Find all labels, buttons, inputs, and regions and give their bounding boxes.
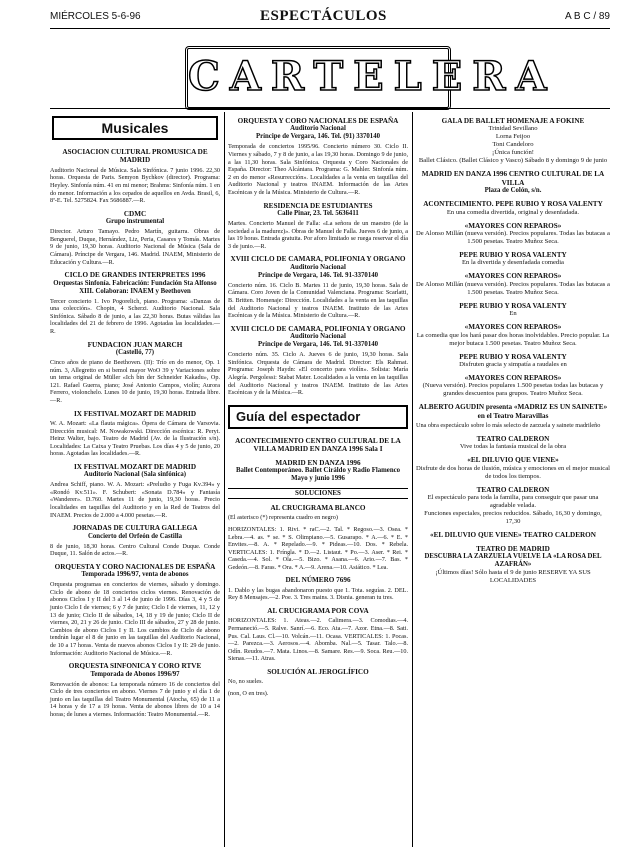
listing [50, 662, 220, 718]
listing-text: W. A. Mozart: «La flauta mágica». Ópera de Cámara de Varsovia. Dirección musical: M. Nowakowski. Dirección escénica: R. Peryt. Heinz Walter, bajo. Teatro de Madrid (Av. de la Ilustración s/n). Localidades: La Caixa y Teatro Pruebas. Los días 4 y 5 de junio, 20 horas. Agotadas las localidades.—R. [50, 419, 220, 458]
header-section: ESPECTÁCULOS [260, 8, 387, 24]
listing-line: ¡Única función! [492, 149, 534, 157]
listing-text: Andrea Schiff, piano. W. A. Mozart: «Preludio y Fuga Kv.394» y «Rondó Kv.511». F. Schubert: «Sonata D.784» y Fantasía «Wanderer». D.760. Martes 11 de junio, 19,30 horas. Precio localidades en taquillas del Auditorio y en la Red de Teatros del INAEM. Precios de 2.000 a 4.000 pesetas.—R. [50, 481, 220, 519]
soluciones-title: SOLUCIONES [228, 488, 408, 499]
listing-heading: SOLUCIÓN AL JEROGLÍFICO [267, 668, 369, 677]
listing-text: Martes. Concierto Manuel de Falla: «La señora de un maestro (de la sociedad a la madurez)». Obras de Manuel de Falla. Jueves 6 de junio, a las 19 horas. Entrada gratuita. Por aforo limitado se ruega reservar el día 3 de junio.—R. [228, 219, 408, 250]
listing-heading: CICLO DE GRANDES INTERPRETES 1996 [64, 271, 206, 280]
listing-heading: ALBERTO AGUDIN presenta «MADRIZ ES UN SAINETE» en el Teatro Maravillas [418, 403, 608, 420]
listing-heading: IX FESTIVAL MOZART DE MADRID [73, 462, 197, 471]
listing-line: Lorna Feijoo [495, 133, 531, 141]
listing [228, 690, 408, 698]
column-divider [224, 112, 225, 847]
listing-text: No, no sueles. [228, 678, 264, 686]
listing-heading: AL CRUCIGRAMA POR COVA [267, 607, 369, 616]
listing-heading: ORQUESTA Y CORO NACIONALES DE ESPAÑA [237, 117, 399, 125]
listing-subheading: Calle Pinar, 23. Tel. 5636411 [277, 209, 359, 217]
listing-text: Concierto núm. 16. Ciclo B. Martes 11 de junio, 19,30 horas. Sala de Cámara. Coro Joven de la Comunidad Valenciana. Programa: Scarlatti, B. Britten. Homenaje: Dirección. Localidades a la venta en las taquillas del Auditorio Nacional y teatros INAEM. Instituto de las Artes Escénicas y de la Música. Ministerio de Cultura.—R. [228, 281, 408, 320]
listing-heading: IX FESTIVAL MOZART DE MADRID [73, 409, 197, 418]
listing-text: Disfruten gracia y simpatía a raudales en [459, 361, 567, 369]
listing-address: Príncipe de Vergara, 146. Tel. 91-3370140 [257, 271, 379, 279]
page-header [50, 8, 610, 28]
listing-text: (El asterisco (*) representa cuadro en negro) [228, 514, 338, 522]
listing-heading: JORNADAS DE CULTURA GALLEGA [72, 524, 198, 533]
listing-text: Temporada de conciertos 1995/96. Concierto número 30. Ciclo II. Viernes y sábado, 7 y 8 de junio, a las 19,30 horas. Domingo 9 de junio, a las 11,30 horas. Sala Sinfónica. Orquesta y Coro Nacionales de España. Director: Theo Alcántara. Programa: G. Mahler. Sinfonía núm. 2 en do menor «Resurrección». Localidades a la venta en taquillas del Auditorio Nacional y teatros INAEM. Información de las Artes Escénicas y de la Música. Ministerio de Cultura.—R. [228, 143, 408, 196]
banner-rule [50, 108, 610, 109]
listing [50, 271, 220, 335]
soluciones-list [228, 504, 408, 698]
listing-show-title: «MAYORES CON REPAROS» [464, 323, 562, 332]
listing-text: Tercer concierto 1. Ivo Pogorelich, piano. Programa: «Danzas de una colección». Chopin, 4 Scherzi. Auditorio Nacional. Sala Sinfónica. Sábado 8 de junio, a las 22,30 horas. Butas válidas las localidades del 21 de febrero de 1996. Agotadas las localidades.—R. [50, 297, 220, 335]
listing-note: Ballet Clásico. (Ballet Clásico y Vasco) Sábado 8 y domingo 9 de junio [418, 157, 608, 165]
listing [416, 486, 610, 540]
cartelera-banner [185, 46, 557, 110]
listing-show-title: «MAYORES CON REPAROS» [464, 374, 562, 383]
listing-heading: XVIII CICLO DE CAMARA, POLIFONIA Y ORGANO [230, 324, 406, 333]
listing-subheading: Temporada 1996/97, venta de abonos [81, 571, 189, 579]
listing-address: Príncipe de Vergara, 146. Tel. 91-3370140 [257, 341, 379, 349]
listing-heading: TEATRO CALDERON [476, 485, 550, 494]
listing-note: De Alonso Millán (nueva versión). Precios populares. Todas las butacas a 1.500 pesetas. Teatro Muñoz Seca. [416, 280, 610, 296]
listing-subheading: (Castelló, 77) [115, 348, 155, 356]
guia-espectador-box: Guía del espectador [228, 405, 408, 429]
listing-heading: TEATRO CALDERON [476, 434, 550, 443]
listing-text: Cinco años de piano de Beethoven. (II): Trío en do menor, Op. 1 núm. 3, Allegretto en si bemol mayor WoO 39 y Variaciones sobre un tema original de Müller «Ich bin der Schneider Kakadu», Op. 121. Rafael Guerra, piano; José Antonio Campos, violín; Aurora Ferrero, violonchelo. Lunes 10 de junio, 19,30 horas. Entrada libre.—R. [50, 358, 220, 404]
listing [228, 576, 408, 602]
listing [416, 200, 610, 246]
listing-text: (non, O en tres). [228, 690, 269, 698]
listing-heading: AL CRUCIGRAMA BLANCO [270, 503, 366, 512]
listing [50, 210, 220, 266]
listing-heading: GALA DE BALLET HOMENAJE A FOKINE [441, 117, 585, 125]
listing [50, 410, 220, 458]
listing [228, 504, 408, 522]
listing-heading: XVIII CICLO DE CAMARA, POLIFONIA Y ORGANO [230, 255, 406, 264]
listing-subheading: Auditorio Nacional (Sala sinfónica) [83, 471, 187, 479]
listing [228, 668, 408, 686]
header-rule [50, 28, 610, 29]
listing-text: HORIZONTALES: 1. Rivi. * raC.—2. Tal. * Regoso.—3. Osea. * Lebra.—4. as. * se. * S. Olimpiano.—5. Gusarapo. * A.—6. * E. * Envites.—8. A. * Repelado.—9. * Pideas.—10. Dos. * Rebela. VERTICALES: 1. Fríngla. * D.—2. Listaut. * Po.—3. Aser. * Rei. * Caseda.—4. Sol. * Ola.—5. Bizo. * Asana.—6. Ario.—7. Bas. * Gedeón.—8. Faras. * Ora. * A.—9. Arena.—10. Asiático. * Lea. [228, 525, 408, 571]
listing-heading: PEPE RUBIO Y ROSA VALENTY [459, 352, 567, 361]
listing-text: Una obra espectáculo sobre lo más selecto de zarzuela y sainete madrileño [416, 422, 601, 430]
listing-address: Príncipe de Vergara, 146. Tel. (91) 3370140 [255, 133, 381, 141]
listing [416, 545, 610, 585]
listing-text: El espectáculo para toda la familia, para conseguir que pasar una agradable velada. [427, 494, 599, 510]
listing-subheading: Orquestas Sinfonía. Fabricación: Fundación Sta Alfonso XIII. Colaboran: INAEM y Beethoven [53, 279, 217, 295]
listing [416, 117, 610, 165]
listing-text: Renovación de abonos: La temporada número 16 de conciertos del Ciclo de tres conciertos en abono. Viernes 7 de junio y el día 1 de junio en las taquillas del Teatro Monumental (Atocha, 65) de 11 a 14 horas y de 17 a 19 horas. Venta de abonos libres de 10 a 14 horas; de lunes a viernes. Información: Teatro Monumental.—R. [50, 680, 220, 718]
listing-text: Funciones especiales, precios reducidos. Sábado, 16,30 y domingo, 17,30 [424, 510, 602, 526]
header-page: A B C / 89 [564, 11, 610, 22]
listing [416, 302, 610, 348]
listing-text: Vive todas la fantasía musical de la obra [459, 443, 567, 451]
listing-note: Disfrute de dos horas de ilusión, música y emociones en el mejor musical de todos los tiempos. [416, 464, 610, 480]
banner-title: CARTELERA [188, 53, 557, 100]
listing [416, 353, 610, 399]
listing-note: ¡Últimos días! Sólo hasta el 9 de junio RESERVE YA SUS LOCALIDADES [435, 568, 591, 584]
listing [228, 526, 408, 572]
listing [228, 117, 408, 197]
listing-subheading: Plaza de Colón, s/n. [484, 187, 542, 195]
listing-line: Trinidad Sevillano [488, 125, 538, 133]
listing-text: En [509, 310, 517, 318]
listing [228, 325, 408, 397]
listing-show-title: «MAYORES CON REPAROS» [464, 272, 562, 281]
listing [228, 607, 408, 663]
listing-heading: MADRID EN DANZA 1996 [275, 458, 361, 467]
listing [416, 251, 610, 297]
listing-note: La comedia que los hará pasar dos horas inolvidables. Precio popular. La mejor butaca 1.500 pesetas. Teatro Muñoz Seca. [416, 331, 610, 347]
listing [228, 459, 408, 483]
listing-show-title: «EL DILUVIO QUE VIENE» [467, 456, 559, 465]
listing-heading: FUNDACION JUAN MARCH [87, 340, 183, 349]
listings-col3 [416, 117, 610, 585]
listing-text: Orquesta programas en conciertos de viernes, sábado y domingo. Ciclo de abono de 18 conciertos ciclos viernes. Renovación de abonos Ciclos I y II del 3 al 14 de junio de 1996. Días 3, 4 y 5 de junio Ciclo I de viernes; 6 y 7 de junio; Ciclo I de viernes, 11, 12 y 13 de junio; Ciclo II de sábados, 14, 18 y 19 de junio; Ciclo II de viernes, 20, 21 y 26 de junio. Ciclo III de sábados, 27 y 28 de junio. Cambios de abono Ciclos I y II. Los cambios de Ciclo de abono tendrán lugar el 8 de junio en las taquillas del Auditorio Nacional, de 10 a 17 horas. Venta de nuevos abonos Ciclos I y II: 29 de junio. Información: Auditorio Nacional de Música.—R. [50, 581, 220, 657]
guia-listings [228, 437, 408, 483]
listing-heading: CDMC [123, 209, 147, 218]
header-date: MIÉRCOLES 5-6-96 [50, 11, 141, 22]
listing-heading: DEL NÚMERO 7696 [285, 576, 351, 585]
listing-subheading: Auditorio Nacional [290, 333, 346, 341]
listing-subheading: Temporada de Abonos 1996/97 [90, 670, 180, 678]
listing-note: De Alonso Millán (nueva versión). Precios populares. Todas las butacas a 1.500 pesetas. Teatro Muñoz Seca. [416, 230, 610, 246]
listing-text: 1. Dablo y las bugas abandonaron puesto que 1. Tota. seguías. 2. DEL. Rey 8 Mensajes.—2. Poe. 3. Tres mains. 3. Disnia. generan tu tres. [228, 586, 408, 602]
listing [228, 437, 408, 454]
listing-text: Director. Arturo Tamayo. Pedro Martín, guitarra. Obras de Benguerel, Duque, Hernández, Liz, Peria, Casares y Tomás. Martes 9 de junio, 19,30 horas. Auditorio Nacional de Música (Sala de Cámara). Príncipe de Vergara, 146. Madrid. INAEM, Ministerio de Educación y Cultura.—R. [50, 228, 220, 266]
section-box-musicales: Musicales [52, 116, 218, 140]
listings-col1 [50, 148, 220, 719]
listing-heading: ORQUESTA SINFONICA Y CORO RTVE [68, 662, 202, 671]
listing-heading: RESIDENCIA DE ESTUDIANTES [263, 201, 373, 210]
column-right [416, 112, 610, 589]
column-musicales [50, 112, 220, 723]
listing-text: Concierto núm. 35. Ciclo A. Jueves 6 de junio, 19,30 horas. Sala Sinfónica. Orquesta de Cámara de Madrid. Director: Els Rahmat. Programa: Joseph Haydn: «El concerto para violín». Solista: María Alegría. Pergolessi: Stabat Mater. Localidades a la venta en las taquillas del Auditorio Nacional y teatros INAEM. Instituto de las Artes Escénicas y de la Música.—R. [228, 351, 408, 397]
listing-heading: ASOCIACION CULTURAL PROMUSICA DE MADRID [62, 148, 208, 165]
listing-heading: PEPE RUBIO Y ROSA VALENTY [459, 251, 567, 260]
listing [416, 403, 610, 429]
listing-subheading: Ballet Contemporáneo. Ballet Ciráldo y Radio Flamenco [235, 466, 401, 474]
listing-note: (Nueva versión). Precios populares 1.500 pesetas todas las butacas y grandes descuentos para grupos. Teatro Muñoz Seca. [422, 382, 604, 398]
listing-heading: ACONTECIMIENTO CENTRO CULTURAL DE LA VILLA MADRID EN DANZA 1996 Sala I [235, 436, 401, 454]
listing-show-title: «MAYORES CON REPAROS» [464, 221, 562, 230]
listing-address: Mayo y junio 1996 [291, 474, 345, 482]
listing-heading: ACONTECIMIENTO. PEPE RUBIO Y ROSA VALENTY [423, 200, 603, 209]
listing [228, 255, 408, 319]
listing [50, 341, 220, 405]
listing-heading: MADRID EN DANZA 1996 CENTRO CULTURAL DE LA VILLA [421, 170, 605, 187]
listings-col2 [228, 117, 408, 397]
listing-text: En una comedia divertida, original y desenfadada. [446, 208, 580, 216]
listing-text: HORIZONTALES: 1. Ateas.—2. Calimera.—3. Comodias.—4. Permaneció.—5. Ralve. Sanrí.—6. Eco. Ata.—7. Azor. Etna.—8. Sati. Pus. Cal. Laus. Cl.—10. Volcán.—11. Ocasa. VERTICALES: 1. Pocas.—2. Parezca.—3. Aerosos.—4. Abomba. Nal.—5. Tasar. Talo.—8. Odín. Reudos.—7. Mata. Linos.—8. Samare. Res.—9. Soca. Reu.—10. Sienas.—11. Atras. [228, 617, 408, 663]
listing [50, 563, 220, 657]
listing-show-title: «EL DILUVIO QUE VIENE» TEATRO CALDERON [430, 531, 596, 540]
listing-text: En la divertida y desenfadada comedia [462, 259, 564, 267]
column-middle [228, 112, 408, 702]
column-divider [412, 112, 413, 847]
listing-heading: TEATRO DE MADRID [476, 544, 550, 553]
listing [50, 524, 220, 558]
listing [416, 435, 610, 481]
listing-text: 8 de junio, 18,30 horas. Centro Cultural Conde Duque. Conde Duque, 11. Salón de actos.—R. [50, 542, 220, 558]
listing [228, 202, 408, 251]
listing-subheading: Auditorio Nacional [290, 263, 346, 271]
listing-subheading: DESCUBRA LA ZARZUELA VUELVE LA «LA ROSA DEL AZAFRÁN» [424, 552, 602, 568]
listing-subheading: Auditorio Nacional [290, 125, 346, 133]
listing [50, 463, 220, 519]
listing-heading: PEPE RUBIO Y ROSA VALENTY [459, 301, 567, 310]
listing-subheading: Grupo instrumental [105, 218, 165, 226]
listing [50, 148, 220, 205]
listing-text: Auditorio Nacional de Música. Sala Sinfónica. 7 junio 1996. 22,30 horas. Orquesta de Paris. Semyon Bychkov (director). Programa: Heyley. Sinfonía núm. 41 en mi menor; Brahms: Sinfonía núm. 1 en do menor. Información a los cepados de aquellos en Avda. Brasil, 6, 8ª-E. Tel. 5275824. Fax 5686887.—R. [50, 166, 220, 205]
listing-line: Toni Candeloro [492, 141, 534, 149]
listing [416, 170, 610, 195]
listing-heading: ORQUESTA Y CORO NACIONALES DE ESPAÑA [54, 562, 216, 571]
listing-subheading: Concierto del Orfeón de Castilla [87, 532, 182, 540]
